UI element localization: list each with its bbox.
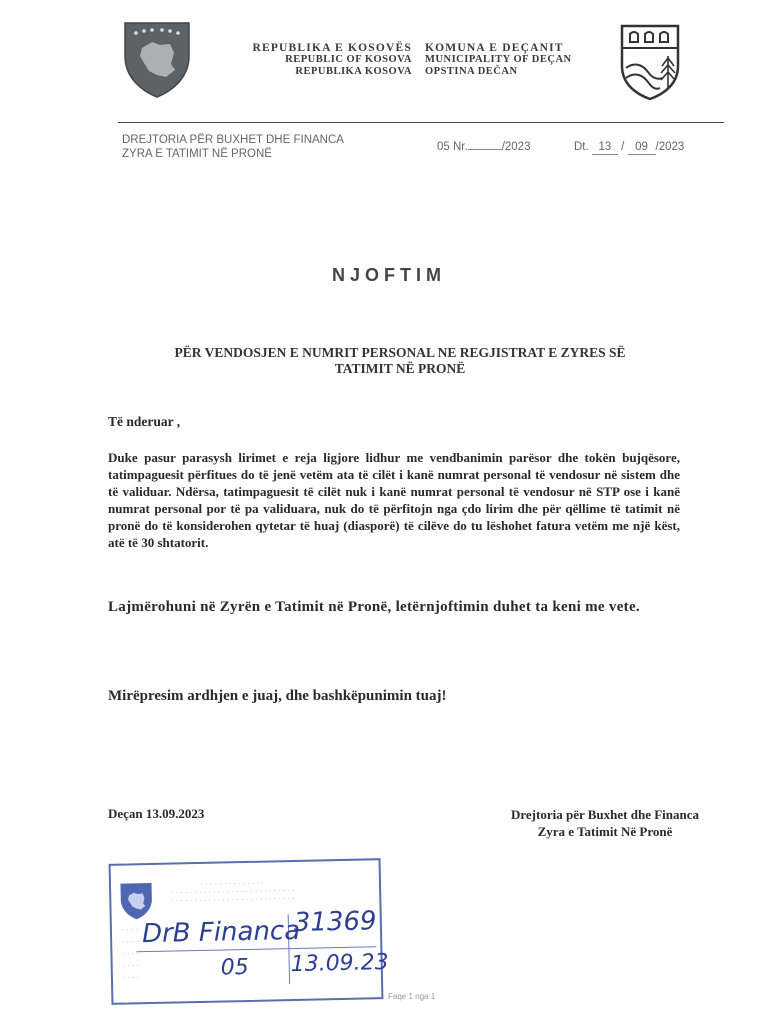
body-paragraph-3: Mirëpresim ardhjen e juaj, dhe bashkëpunimin tuaj! xyxy=(108,688,447,704)
reference-number: 05 Nr. /2023 xyxy=(437,141,531,153)
header-municipality-english: MUNICIPALITY OF DEÇAN xyxy=(425,54,572,65)
page-footer: Faqe 1 nga 1 xyxy=(388,992,436,1001)
salutation: Të nderuar , xyxy=(108,414,181,429)
department-name: DREJTORIA PËR BUXHET DHE FINANCA xyxy=(122,134,344,146)
header-municipality-block xyxy=(425,42,572,78)
header-republic-albanian: REPUBLIKA E KOSOVËS xyxy=(252,42,412,54)
department-block xyxy=(122,133,344,161)
header-republic-english: REPUBLIC OF KOSOVA xyxy=(285,54,412,65)
body-paragraph-2: Lajmërohuni në Zyrën e Tatimit në Pronë, letërnjoftimin duhet ta keni me vete. xyxy=(108,599,640,615)
header-republic-block xyxy=(252,42,412,78)
registry-stamp: · · · · · · · · · · · · · · · · · · · · · · · · · · · · · · · · · · · · · · · · · · · · · · · · · · · · · · · · · · · · · · · · · · · · · · · · · · · · · · · · · · · · · · · · DrB Financa 31369 05 13.09.23 xyxy=(109,858,384,1005)
signature-block: Drejtoria për Buxhet dhe Financa Zyra e Tatimit Në Pronë xyxy=(510,807,699,839)
place-and-date: Deçan 13.09.2023 xyxy=(108,806,205,821)
header-municipality-albanian: KOMUNA E DEÇANIT xyxy=(425,42,564,54)
handwritten-date: 13.09.23 xyxy=(290,950,389,978)
handwritten-department: DrB Financa xyxy=(141,915,301,950)
body-paragraph-1: Duke pasur parasysh lirimet e reja ligjore lidhur me vendbanimin parësor dhe tokën bujqësore, tatimpaguesit përfitues do të jenë vetëm ata të cilët i kanë numrat personal të vendosur në sistem dhe të validuar. Ndërsa, tatimpaguesit të cilët nuk i kanë numrat personal të vendosur në STP ose i kanë numrat personal por të pa validuara, nuk do të përfitojn nga çdo lirim dhe për qëllime të tatimit në pronë do të konsiderohen qytetar të huaj (diasporë) të cilëve do tu lëshohet fatura vetëm me një këst, atë të 30 shtatorit. xyxy=(108,450,680,550)
stamp-emblem-icon xyxy=(119,881,154,922)
handwritten-code: 05 xyxy=(220,954,250,981)
kosovo-emblem-icon xyxy=(122,20,192,100)
document-title: NJOFTIM xyxy=(332,265,446,285)
header-republic-serbian: REPUBLIKA KOSOVA xyxy=(295,66,412,77)
reference-date: Dt. 13 / 09 /2023 xyxy=(574,141,685,153)
document-subject: PËR VENDOSJEN E NUMRIT PERSONAL NE REGJISTRAT E ZYRES SË TATIMIT NË PRONË xyxy=(174,345,626,376)
handwritten-registry-number: 31369 xyxy=(293,906,377,938)
office-name: ZYRA E TATIMIT NË PRONË xyxy=(122,148,272,160)
header-divider xyxy=(118,122,724,123)
decan-municipality-logo-icon xyxy=(618,22,682,102)
header-municipality-serbian: OPSTINA DEČAN xyxy=(425,66,518,77)
